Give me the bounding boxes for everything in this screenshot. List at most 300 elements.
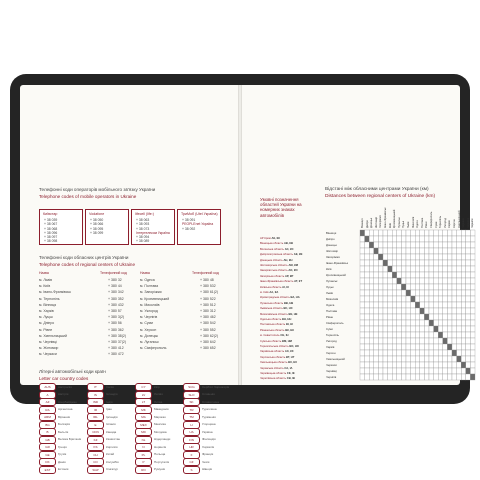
letter-codes-title-ua: Літерні автомобільні коди країн	[39, 369, 106, 374]
distance-cell	[388, 344, 393, 350]
distance-cell	[401, 356, 406, 362]
country-name: Данія	[58, 459, 66, 464]
operator-name: Vodafone	[89, 212, 105, 216]
operator-name: Київстар	[43, 212, 58, 216]
distance-cell	[457, 350, 462, 356]
diagonal-cell	[360, 230, 365, 236]
country-name: Чехія	[202, 459, 210, 464]
distance-cell	[452, 356, 457, 362]
distance-cell	[447, 308, 452, 314]
country-code-badge: GE	[39, 451, 56, 459]
distance-cell	[397, 236, 402, 242]
country-code-badge: RA	[39, 406, 56, 414]
distance-cell	[470, 290, 475, 296]
distance-cell	[461, 368, 466, 374]
country-code-badge: DK	[39, 458, 56, 466]
distance-cell	[438, 320, 443, 326]
region-name: Чернівецька область	[260, 372, 287, 375]
distance-cell	[378, 284, 383, 290]
distance-cell	[378, 326, 383, 332]
distance-cell	[447, 260, 452, 266]
row-city-label: Одеса	[326, 303, 335, 308]
distance-cell	[369, 248, 374, 254]
country-name: Словаччина	[202, 399, 219, 404]
distance-cell	[360, 290, 365, 296]
distance-cell	[429, 350, 434, 356]
country-code-badge: MD	[135, 428, 152, 436]
distance-cell	[424, 344, 429, 350]
distance-cell	[457, 368, 462, 374]
distance-cell	[457, 230, 462, 236]
distance-cell	[424, 368, 429, 374]
distance-cell	[447, 236, 452, 242]
distance-cell	[360, 362, 365, 368]
distance-cell	[429, 266, 434, 272]
distance-cell	[406, 272, 411, 278]
distance-cell	[424, 350, 429, 356]
distance-cell	[378, 302, 383, 308]
distance-cell	[388, 326, 393, 332]
distance-cell	[411, 266, 416, 272]
distance-cell	[443, 260, 448, 266]
row-city-label: Черкаси	[326, 363, 337, 368]
city-code: + 380 552	[200, 327, 216, 332]
distance-cell	[429, 362, 434, 368]
distance-cell	[470, 320, 475, 326]
row-city-label: Львів	[326, 291, 333, 296]
plate-code: ВС, НС	[282, 307, 293, 311]
distance-cell	[388, 308, 393, 314]
distance-cell	[411, 326, 416, 332]
diagonal-cell	[438, 332, 443, 338]
distance-cell	[397, 356, 402, 362]
country-code-badge: SK	[183, 398, 200, 406]
distance-cell	[420, 230, 425, 236]
distance-cell	[415, 284, 420, 290]
plate-code: АМ, КМ	[287, 264, 299, 267]
distance-cell	[369, 254, 374, 260]
column-city-label: Луганськ	[397, 217, 401, 228]
distance-cell	[438, 236, 443, 242]
country-name: Сінгапур	[106, 467, 118, 471]
distance-cell	[470, 278, 475, 284]
distance-cell	[360, 326, 365, 332]
distance-cell	[443, 344, 448, 350]
distance-cell	[443, 356, 448, 362]
operator-codes	[136, 218, 170, 244]
column-city-label: Чернівці	[466, 217, 470, 228]
distance-cell	[392, 374, 397, 380]
country-name: Австрія	[58, 392, 69, 396]
operator-code: + 38 067	[44, 222, 58, 227]
distance-cell	[461, 326, 466, 332]
distance-cell	[369, 338, 374, 344]
distance-cell	[369, 230, 374, 236]
distance-cell	[360, 254, 365, 260]
distance-cell	[406, 308, 411, 314]
distance-cell	[411, 314, 416, 320]
distance-cell	[438, 260, 443, 266]
country-name: Португалія	[154, 459, 170, 464]
distance-cell	[401, 320, 406, 326]
plate-code: ВО, НО	[288, 345, 299, 348]
plate-code: ВВ, НВ	[283, 301, 294, 305]
country-name: Італія	[106, 384, 114, 389]
distance-cell	[447, 332, 452, 338]
row-city-label: Кропивницький	[326, 273, 346, 278]
distance-cell	[429, 332, 434, 338]
distance-cell	[434, 278, 439, 284]
region-name: Миколаївська область	[260, 312, 288, 316]
distance-cell	[457, 248, 462, 254]
operator-box	[131, 209, 175, 245]
city-name: м. Черкаси	[39, 352, 57, 357]
distance-cell	[424, 272, 429, 278]
distance-cell	[411, 284, 416, 290]
distance-cell	[424, 236, 429, 242]
distance-cell	[443, 242, 448, 248]
region-name: Тернопільська область	[260, 345, 289, 348]
distance-cell	[411, 320, 416, 326]
column-city-label: Львів	[407, 221, 410, 228]
distance-cell	[392, 260, 397, 266]
distance-cell	[434, 284, 439, 290]
distance-cell	[447, 362, 452, 368]
distance-cell	[443, 374, 448, 380]
distance-cell	[461, 242, 466, 248]
distance-cell	[360, 368, 365, 374]
distance-cell	[470, 272, 475, 278]
distance-cell	[415, 290, 420, 296]
distance-cell	[466, 242, 471, 248]
distance-cell	[378, 248, 383, 254]
plate-code: ВК, НК	[284, 328, 294, 332]
distance-cell	[360, 374, 365, 380]
operator-code: + 38 099	[90, 230, 104, 235]
distance-cell	[461, 236, 466, 242]
distance-cell	[401, 350, 406, 356]
distance-cell	[397, 266, 402, 272]
distance-cell	[461, 314, 466, 320]
column-city-label: Дніпро	[365, 219, 369, 228]
distance-cell	[424, 308, 429, 314]
distance-cell	[452, 320, 457, 326]
distance-cell	[466, 308, 471, 314]
distance-cell	[452, 326, 457, 332]
city-code: + 380 48	[200, 278, 214, 282]
distance-cell	[378, 314, 383, 320]
distance-cell	[360, 320, 365, 326]
distance-cell	[429, 308, 434, 314]
distance-cell	[369, 278, 374, 284]
col-city-right: Назва	[140, 271, 150, 275]
region-name: Донецька область	[260, 258, 283, 262]
country-code-badge: TR	[183, 406, 200, 414]
distance-cell	[360, 278, 365, 284]
distance-cell	[374, 374, 379, 380]
distance-cell	[397, 260, 402, 266]
distance-cell	[438, 278, 443, 284]
distance-cell	[406, 368, 411, 374]
distance-cell	[397, 314, 402, 320]
country-name: Туреччина	[202, 407, 217, 411]
country-code-badge: TM	[183, 413, 200, 421]
distance-cell	[360, 272, 365, 278]
distance-cell	[378, 368, 383, 374]
distance-cell	[452, 284, 457, 290]
distance-cell	[452, 254, 457, 260]
country-name: Кіпр	[154, 384, 160, 389]
distance-cell	[466, 326, 471, 332]
distance-cell	[434, 290, 439, 296]
distance-cell	[443, 350, 448, 356]
distance-cell	[369, 374, 374, 380]
city-name: м. Кропивницький	[140, 296, 170, 301]
row-city-label: Миколаїв	[326, 297, 339, 302]
operator-code: + 38 098	[44, 239, 58, 244]
row-city-label: Суми	[326, 327, 333, 332]
distance-cell	[374, 242, 379, 248]
column-city-label: Миколаїв	[411, 216, 415, 228]
distance-cell	[434, 242, 439, 248]
distance-cell	[411, 338, 416, 344]
row-city-label: Харків	[326, 345, 335, 350]
city-code: + 380 57	[108, 309, 122, 313]
distance-cell	[461, 296, 466, 302]
diagonal-cell	[374, 248, 379, 254]
distance-cell	[457, 332, 462, 338]
distance-cell	[397, 296, 402, 302]
column-city-label: Кропивницький	[393, 209, 397, 228]
country-code-badge: IND	[87, 398, 104, 406]
distance-cell	[397, 350, 402, 356]
distance-cell	[452, 290, 457, 296]
distance-cell	[447, 230, 452, 236]
city-code: + 380 362	[108, 327, 124, 332]
country-code-badge: IR	[87, 406, 104, 414]
distance-cell	[415, 314, 420, 320]
distance-cell	[470, 356, 475, 362]
distance-cell	[470, 260, 475, 266]
distance-cell	[360, 242, 365, 248]
distance-cell	[443, 302, 448, 308]
city-code: + 380 522	[200, 296, 216, 301]
col-code-right: Телефонний код	[192, 271, 219, 275]
distance-cell	[438, 254, 443, 260]
country-code-badge: GB	[39, 436, 56, 444]
operator-box	[177, 209, 221, 245]
distance-cell	[383, 332, 388, 338]
distance-cell	[411, 236, 416, 242]
distance-cell	[424, 326, 429, 332]
distance-cell	[447, 242, 452, 248]
distance-cell	[378, 230, 383, 236]
country-name: Литва	[154, 399, 163, 404]
distance-cell	[415, 242, 420, 248]
distance-cell	[415, 332, 420, 338]
region-name: АР Крим	[260, 237, 271, 240]
distance-cell	[369, 266, 374, 272]
operator-code: + 38 091	[182, 218, 196, 222]
region-name: Львівська область	[260, 307, 283, 311]
distance-cell	[411, 242, 416, 248]
row-city-label: Сімферополь	[326, 321, 344, 326]
distance-cell	[424, 374, 429, 380]
diagonal-cell	[443, 338, 448, 344]
distance-cell	[420, 356, 425, 362]
region-name: Житомирська область	[260, 264, 288, 267]
operator-codes	[90, 218, 103, 235]
distance-cell	[411, 290, 416, 296]
distance-cell	[424, 278, 429, 284]
diagonal-cell	[466, 368, 471, 374]
country-code-badge: E	[87, 421, 104, 429]
distance-cell	[360, 332, 365, 338]
country-name: Словенія	[202, 392, 215, 396]
distance-cell	[461, 344, 466, 350]
distance-cell	[434, 266, 439, 272]
distance-cell	[406, 260, 411, 266]
distance-cell	[415, 266, 420, 272]
distance-cell	[434, 308, 439, 314]
distance-cell	[415, 320, 420, 326]
distance-cell	[397, 326, 402, 332]
distance-cell	[392, 302, 397, 308]
distance-cell	[470, 248, 475, 254]
distance-cell	[438, 308, 443, 314]
distance-cell	[420, 326, 425, 332]
distance-cell	[378, 362, 383, 368]
distance-cell	[434, 236, 439, 242]
distance-cell	[470, 266, 475, 272]
diagonal-cell	[420, 308, 425, 314]
diagonal-cell	[415, 302, 420, 308]
distance-cell	[424, 266, 429, 272]
distance-cell	[420, 260, 425, 266]
distance-cell	[392, 248, 397, 254]
distance-cell	[360, 248, 365, 254]
country-code-badge: H	[183, 421, 200, 429]
distance-cell	[424, 338, 429, 344]
distance-cell	[438, 230, 443, 236]
country-name: Колумбія	[106, 459, 119, 464]
plate-code: АА, КА	[268, 291, 279, 294]
city-code: + 380 412	[108, 346, 124, 351]
distance-cell	[470, 308, 475, 314]
distance-cell	[420, 314, 425, 320]
plate-code: АК, КК	[270, 237, 280, 240]
distance-cell	[365, 326, 370, 332]
distance-cell	[457, 290, 462, 296]
distance-cell	[411, 254, 416, 260]
distance-cell	[365, 344, 370, 350]
distance-cell	[470, 338, 475, 344]
distance-cell	[383, 266, 388, 272]
distance-cell	[374, 362, 379, 368]
city-name: м. Луцьк	[39, 315, 53, 320]
distance-cell	[360, 284, 365, 290]
distance-cell	[401, 344, 406, 350]
distance-cell	[378, 272, 383, 278]
distance-cell	[360, 296, 365, 302]
distance-cell	[415, 356, 420, 362]
distance-cell	[369, 260, 374, 266]
distance-cell	[470, 350, 475, 356]
country-name: Хорватія	[202, 444, 215, 449]
distance-cell	[415, 296, 420, 302]
region-name: Чернігівська область	[260, 377, 287, 381]
country-code-badge: BG	[39, 421, 56, 429]
distance-cell	[438, 368, 443, 374]
distance-cell	[466, 230, 471, 236]
country-code-badge: F	[183, 451, 200, 459]
country-code-badge: LV	[135, 391, 152, 399]
distance-cell	[388, 242, 393, 248]
country-code-badge: RO	[135, 466, 152, 474]
letter-codes-title-en: Letter car country codes	[39, 376, 89, 381]
distance-cell	[443, 236, 448, 242]
distance-cell	[470, 242, 475, 248]
distance-cell	[383, 374, 388, 380]
distance-cell	[461, 308, 466, 314]
distance-cell	[438, 248, 443, 254]
left-page	[20, 85, 238, 472]
distance-cell	[461, 290, 466, 296]
region-name: Хмельницька область	[260, 361, 288, 365]
city-code: + 380 542	[200, 321, 216, 326]
country-code-badge: SCG	[183, 383, 200, 391]
distance-cell	[457, 344, 462, 350]
diagonal-cell	[434, 326, 439, 332]
distance-cell	[466, 260, 471, 266]
row-city-label: Чернівці	[326, 369, 337, 374]
country-code-badge: IRL	[87, 413, 104, 421]
plate-code: АН, КН	[282, 258, 293, 262]
distance-cell	[434, 314, 439, 320]
distance-cell	[434, 272, 439, 278]
operator-code: + 38 066	[90, 222, 104, 227]
distance-cell	[457, 266, 462, 272]
distance-cell	[388, 290, 393, 296]
distance-cell	[378, 296, 383, 302]
distance-cell	[443, 284, 448, 290]
country-code-badge: SLO	[183, 391, 200, 399]
city-name: м. Одеса	[140, 278, 155, 282]
distance-cell	[365, 368, 370, 374]
distance-cell	[457, 320, 462, 326]
distance-cell	[443, 296, 448, 302]
distance-cell	[388, 272, 393, 278]
city-name: м. Запоріжжя	[140, 290, 162, 295]
city-name: м. Вінниця	[39, 302, 57, 307]
distance-cell	[434, 356, 439, 362]
distance-cell	[420, 362, 425, 368]
distance-cell	[470, 344, 475, 350]
distance-cell	[360, 344, 365, 350]
distance-cell	[443, 278, 448, 284]
city-code: + 380 61(2)	[200, 290, 218, 295]
distance-cell	[466, 314, 471, 320]
operator-code: + 38 093	[136, 222, 150, 227]
distance-cell	[424, 284, 429, 290]
distance-cell	[466, 302, 471, 308]
distance-cell	[415, 338, 420, 344]
distance-cell	[420, 338, 425, 344]
distance-cell	[470, 302, 475, 308]
country-code-badge: ARM	[39, 413, 56, 421]
distance-cell	[392, 290, 397, 296]
distance-cell	[461, 350, 466, 356]
